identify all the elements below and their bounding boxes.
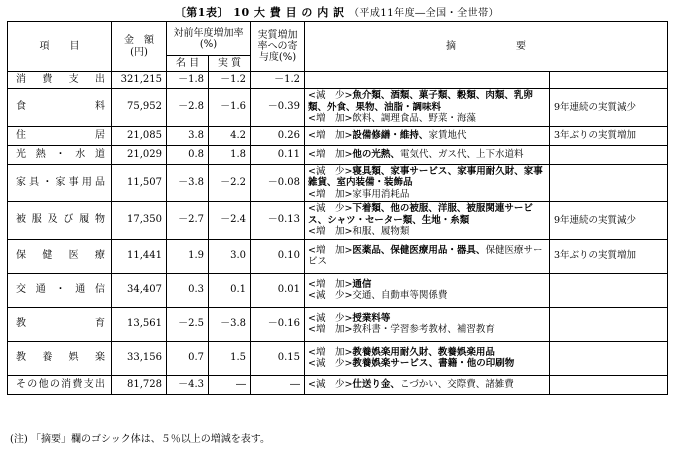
summary-line: <減 少>魚介類、酒類、菓子類、穀類、肉類、乳卵類、外食、果物、油脂・調味料	[308, 90, 533, 113]
table-title-main: 〔第1表〕 10 大 費 目 の 内 訳	[174, 6, 345, 19]
table-row	[8, 126, 668, 145]
row-contribution: －0.16	[251, 307, 305, 341]
row-note: 9年連続の実質減少	[550, 89, 668, 127]
summary-line: <減 少>授業料等	[308, 312, 391, 324]
row-nominal: 0.7	[167, 341, 209, 375]
row-amount: 34,407	[112, 273, 167, 307]
row-real: 1.5	[209, 341, 251, 375]
row-contribution: 0.11	[251, 145, 305, 164]
row-note	[550, 145, 668, 164]
row-summary	[305, 89, 550, 127]
summary-line: <増 加>医薬品、保健医療用品・器具、保健医療サービス	[308, 244, 543, 267]
table-row	[8, 341, 668, 375]
row-summary	[305, 341, 550, 375]
row-summary	[305, 126, 550, 145]
summary-line: <増 加>通信	[308, 278, 372, 290]
row-note: 9年連続の実質減少	[550, 202, 668, 240]
row-contribution: 0.26	[251, 126, 305, 145]
header-summary: 摘 要	[305, 22, 668, 72]
row-amount: 321,215	[112, 72, 167, 89]
row-note: 3年ぶりの実質増加	[550, 126, 668, 145]
row-item: 交通・通信	[8, 273, 112, 307]
table-row	[8, 72, 668, 89]
row-item: 消費支出	[8, 72, 112, 89]
row-real: －3.8	[209, 307, 251, 341]
table-row	[8, 145, 668, 164]
row-summary	[305, 164, 550, 202]
row-nominal: －3.8	[167, 164, 209, 202]
row-item: 住居	[8, 126, 112, 145]
row-item: 家具・家事用品	[8, 164, 112, 202]
summary-line: <増 加>家事用消耗品	[308, 188, 410, 200]
table-title-sub: （平成11年度―全国・全世帯）	[348, 8, 500, 19]
row-amount: 17,350	[112, 202, 167, 240]
summary-line: <減 少>下着類、他の被服、洋服、被服関連サービス、シャツ・セーター類、生地・糸類	[308, 203, 533, 226]
breakdown-table	[7, 21, 668, 395]
row-real: －2.4	[209, 202, 251, 240]
header-contribution: 実質増加率への寄与度(%)	[251, 22, 305, 72]
table-row	[8, 202, 668, 240]
table-title	[0, 4, 674, 20]
row-summary	[305, 375, 550, 394]
summary-line: <増 加>和服、履物類	[308, 226, 410, 237]
row-summary	[305, 202, 550, 240]
row-real: 0.1	[209, 273, 251, 307]
row-nominal: 3.8	[167, 126, 209, 145]
row-nominal: －1.8	[167, 72, 209, 89]
summary-line: <減 少>交通、自動車等関係費	[308, 290, 448, 301]
row-item: 教育	[8, 307, 112, 341]
header-item: 項 目	[8, 22, 112, 72]
row-amount: 75,952	[112, 89, 167, 127]
row-contribution: －0.08	[251, 164, 305, 202]
summary-line: <増 加>他の光熱、電気代、ガス代、上下水道料	[308, 148, 524, 160]
header-amount: 金 額 (円)	[112, 22, 167, 72]
header-real: 実 質	[209, 56, 251, 72]
row-contribution: 0.01	[251, 273, 305, 307]
row-note: 3年ぶりの実質増加	[550, 239, 668, 273]
table-row	[8, 89, 668, 127]
row-amount: 11,441	[112, 239, 167, 273]
row-note	[550, 307, 668, 341]
table-row	[8, 164, 668, 202]
header-nominal: 名 目	[167, 56, 209, 72]
summary-line: <増 加>飲料、調理食品、野菜・海藻	[308, 113, 476, 124]
row-real: －2.2	[209, 164, 251, 202]
row-amount: 13,561	[112, 307, 167, 341]
row-summary	[305, 72, 550, 89]
row-contribution: ―	[251, 375, 305, 394]
row-contribution: 0.10	[251, 239, 305, 273]
row-amount: 21,029	[112, 145, 167, 164]
row-nominal: 1.9	[167, 239, 209, 273]
row-real: ―	[209, 375, 251, 394]
row-contribution: －0.39	[251, 89, 305, 127]
row-contribution: 0.15	[251, 341, 305, 375]
row-note	[550, 341, 668, 375]
row-amount: 81,728	[112, 375, 167, 394]
row-summary	[305, 307, 550, 341]
row-nominal: －4.3	[167, 375, 209, 394]
summary-line: <増 加>教科書・学習参考教材、補習教育	[308, 324, 495, 335]
table-row	[8, 239, 668, 273]
row-item: その他の消費支出	[8, 375, 112, 394]
row-nominal: 0.3	[167, 273, 209, 307]
row-item: 被服及び履物	[8, 202, 112, 240]
row-amount: 33,156	[112, 341, 167, 375]
row-item: 保健医療	[8, 239, 112, 273]
row-real: 4.2	[209, 126, 251, 145]
row-nominal: －2.5	[167, 307, 209, 341]
summary-line: <減 少>寝具類、家事サービス、家事用耐久財、家事雑貨、室内装備・装飾品	[308, 165, 543, 188]
footnote: (注) 「摘要」欄のゴシック体は、５％以上の増減を表す。	[10, 434, 270, 445]
row-nominal: －2.7	[167, 202, 209, 240]
row-real: －1.2	[209, 72, 251, 89]
row-real: 1.8	[209, 145, 251, 164]
row-note	[550, 72, 668, 89]
row-summary	[305, 273, 550, 307]
row-note	[550, 273, 668, 307]
table-row	[8, 273, 668, 307]
row-nominal: 0.8	[167, 145, 209, 164]
row-nominal: －2.8	[167, 89, 209, 127]
header-rate: 対前年度増加率(%)	[167, 22, 251, 56]
summary-line: <減 少>教養娯楽サービス、書籍・他の印刷物	[308, 358, 515, 369]
row-summary	[305, 145, 550, 164]
row-summary	[305, 239, 550, 273]
row-note	[550, 164, 668, 202]
row-amount: 11,507	[112, 164, 167, 202]
row-item: 教養娯楽	[8, 341, 112, 375]
summary-line: <増 加>教養娯楽用耐久財、教養娯楽用品	[308, 346, 495, 358]
table-row	[8, 375, 668, 394]
summary-line: <減 少>仕送り金、こづかい、交際費、諸雑費	[308, 378, 514, 390]
row-amount: 21,085	[112, 126, 167, 145]
row-item: 食料	[8, 89, 112, 127]
row-item: 光熱・水道	[8, 145, 112, 164]
row-note	[550, 375, 668, 394]
table-row	[8, 307, 668, 341]
row-contribution: －1.2	[251, 72, 305, 89]
row-contribution: －0.13	[251, 202, 305, 240]
summary-line: <増 加>設備修繕・維持、家賃地代	[308, 129, 467, 141]
row-real: 3.0	[209, 239, 251, 273]
row-real: －1.6	[209, 89, 251, 127]
